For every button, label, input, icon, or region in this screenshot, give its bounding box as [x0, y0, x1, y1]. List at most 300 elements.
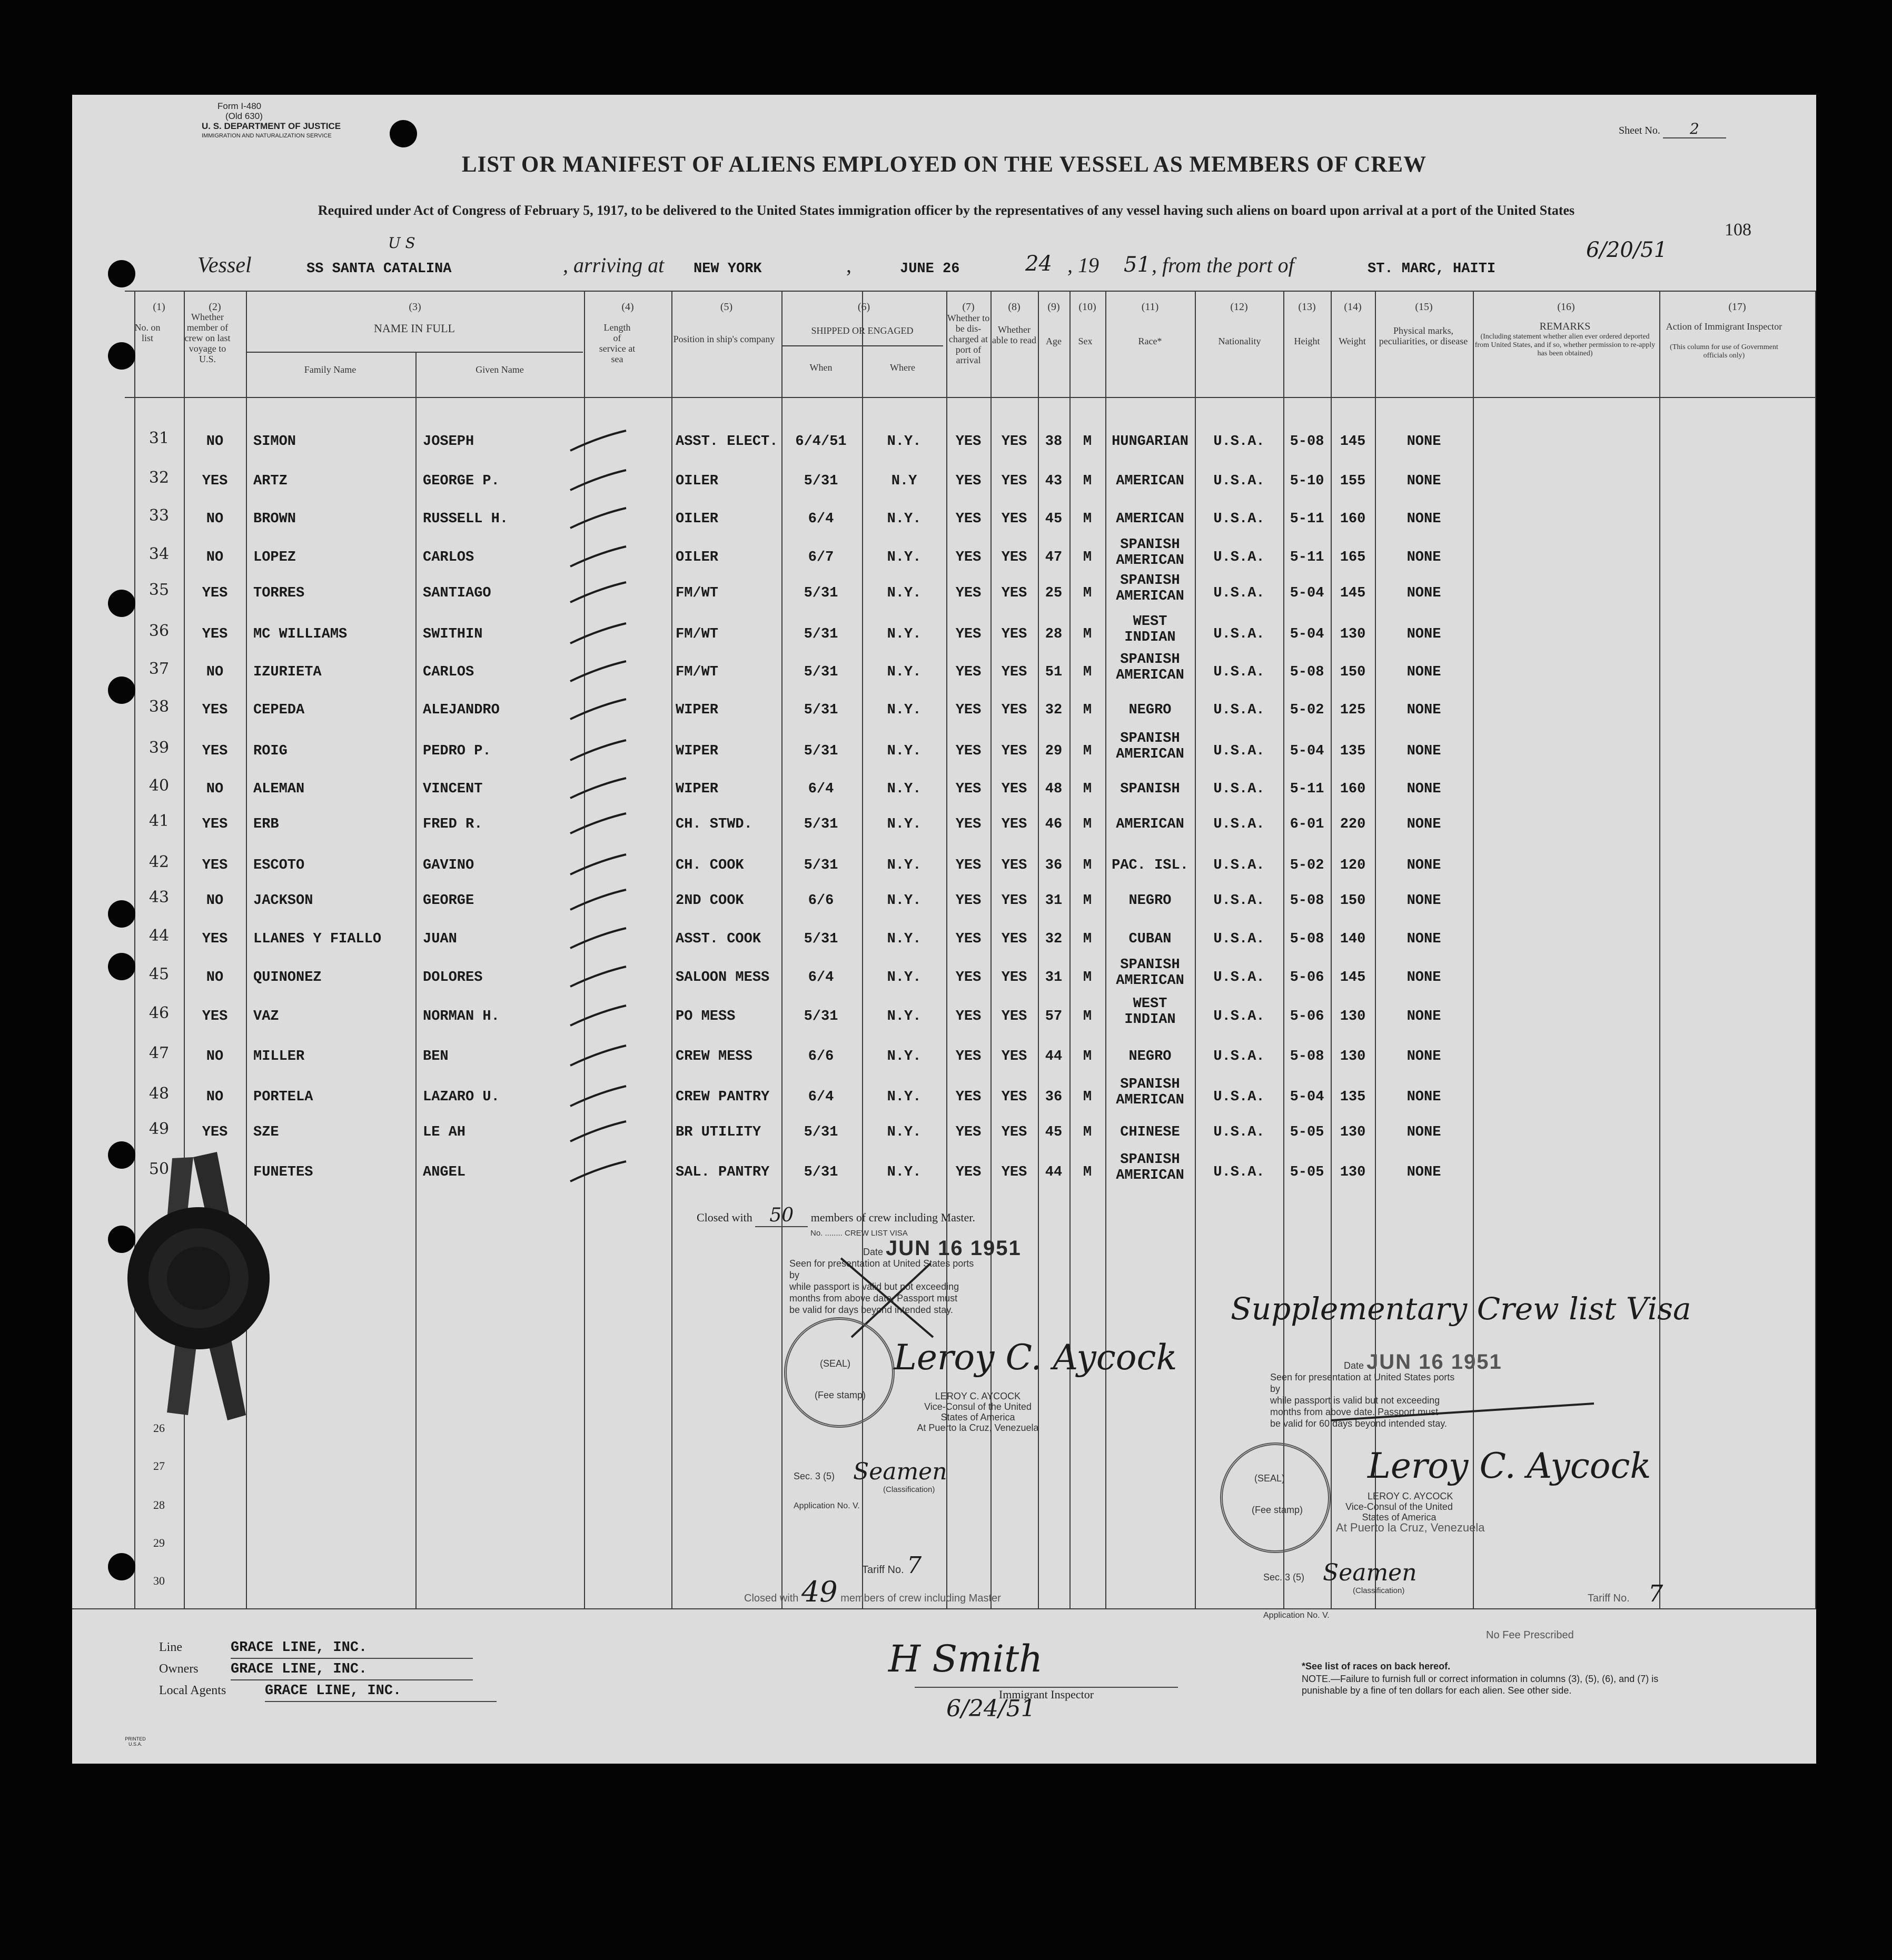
col-header-16: REMARKS: [1539, 321, 1591, 332]
visa2-line2: by: [1270, 1384, 1281, 1394]
seal-label-1: (SEAL): [820, 1358, 851, 1369]
visa2-line1: Seen for presentation at United States ports: [1270, 1372, 1455, 1382]
service-slash-mark: [567, 1042, 630, 1069]
col-header-14: Weight: [1339, 336, 1366, 346]
cell-no: 45: [148, 965, 170, 983]
binder-hole: [108, 1226, 135, 1253]
cell-nationality: U.S.A.: [1213, 893, 1265, 909]
cell-height: 5-04: [1290, 585, 1324, 601]
cell-read: YES: [1001, 511, 1027, 527]
col-header-family: Family Name: [304, 364, 356, 375]
cell-nationality: U.S.A.: [1213, 626, 1265, 642]
cell-nationality: U.S.A.: [1213, 970, 1265, 986]
application-no-2: Application No. V.: [1263, 1611, 1330, 1620]
cell-read: YES: [1001, 743, 1027, 759]
cell-no: 41: [148, 812, 170, 830]
cell-when: 5/31: [804, 931, 838, 947]
cell-family: TORRES: [253, 585, 305, 601]
cell-discharged: YES: [955, 743, 982, 759]
cell-where: N.Y.: [887, 626, 922, 642]
cell-marks: NONE: [1406, 1089, 1441, 1105]
cell-given: FRED R.: [423, 817, 483, 832]
consul-signature-2: Leroy C. Aycock: [1368, 1446, 1651, 1486]
cell-given: CARLOS: [423, 664, 474, 680]
cell-nationality: U.S.A.: [1213, 1009, 1265, 1024]
visa-date-label: Date: [863, 1247, 884, 1257]
cell-race: AMERICAN: [1116, 817, 1184, 832]
cell-weight: 145: [1340, 585, 1366, 601]
col-header-9: Age: [1046, 336, 1062, 346]
cell-discharged: YES: [955, 550, 982, 565]
cell-last: NO: [206, 1049, 224, 1064]
cell-position: CH. STWD.: [676, 817, 752, 832]
cell-position: OILER: [676, 473, 719, 489]
cell-discharged: YES: [955, 781, 982, 797]
cell-marks: NONE: [1406, 473, 1441, 489]
visa2-strike-mark: [1325, 1399, 1599, 1431]
cell-where: N.Y.: [887, 781, 922, 797]
col-header-10: Sex: [1078, 336, 1093, 346]
inspector-label: Immigrant Inspector: [915, 1687, 1178, 1702]
cell-where: N.Y.: [887, 1049, 922, 1064]
tariff-no-2: 7: [1648, 1580, 1663, 1607]
visa-line5: be valid for days beyond intended stay.: [789, 1305, 953, 1315]
service-slash-mark: [567, 1002, 630, 1029]
arrival-year: 51: [1124, 253, 1151, 277]
cell-age: 44: [1045, 1049, 1063, 1064]
cell-last: YES: [202, 473, 228, 489]
classification-2: Seamen: [1323, 1559, 1417, 1586]
cell-discharged: YES: [955, 1089, 982, 1105]
empty-row-number: 29: [153, 1536, 165, 1549]
cell-where: N.Y.: [887, 893, 922, 909]
cell-when: 5/31: [804, 626, 838, 642]
sheet-number: 2: [1663, 120, 1726, 138]
cell-race: SPANISH AMERICAN: [1116, 573, 1184, 604]
cell-weight: 130: [1340, 1165, 1366, 1180]
visa-line4: months from above date. Passport must: [789, 1293, 958, 1304]
cell-race: SPANISH AMERICAN: [1116, 1077, 1184, 1108]
cell-age: 36: [1045, 1089, 1063, 1105]
visa2-line3: while passport is valid but not exceeding: [1270, 1395, 1440, 1406]
cell-marks: NONE: [1406, 893, 1441, 909]
cell-read: YES: [1001, 1089, 1027, 1105]
closed2-label: Closed with: [744, 1593, 799, 1604]
cell-family: MILLER: [253, 1049, 305, 1064]
binder-hole: [108, 1141, 135, 1169]
cell-marks: NONE: [1406, 434, 1441, 450]
cell-when: 5/31: [804, 585, 838, 601]
cell-family: FUNETES: [253, 1165, 313, 1180]
cell-no: 39: [148, 739, 170, 757]
tariff-label-2: Tariff No.: [1588, 1593, 1630, 1604]
cell-discharged: YES: [955, 585, 982, 601]
cell-race: SPANISH AMERICAN: [1116, 537, 1184, 569]
cell-height: 5-08: [1290, 893, 1324, 909]
service-slash-mark: [567, 467, 630, 493]
cell-sex: M: [1083, 702, 1092, 718]
cell-discharged: YES: [955, 1125, 982, 1140]
cell-height: 5-11: [1290, 511, 1324, 527]
cell-age: 29: [1045, 743, 1063, 759]
cell-when: 5/31: [804, 743, 838, 759]
service-slash-mark: [567, 810, 630, 837]
cell-marks: NONE: [1406, 970, 1441, 986]
cell-last: YES: [202, 817, 228, 832]
fee-stamp-2: (Fee stamp): [1252, 1505, 1303, 1515]
cell-last: NO: [206, 1089, 224, 1105]
consul-title-1: Vice-Consul of the United States of America: [924, 1401, 1032, 1422]
cell-family: ROIG: [253, 743, 288, 759]
column-rule: [415, 352, 417, 1608]
column-number: (12): [1230, 301, 1248, 313]
cell-discharged: YES: [955, 664, 982, 680]
cell-height: 6-01: [1290, 817, 1324, 832]
cell-when: 5/31: [804, 1009, 838, 1024]
column-number: (16): [1557, 301, 1575, 313]
tariff-no-1: 7: [907, 1552, 922, 1579]
form-number: Form I-480: [217, 101, 262, 111]
cell-given: LE AH: [423, 1125, 466, 1140]
cell-position: FM/WT: [676, 585, 719, 601]
cell-age: 31: [1045, 970, 1063, 986]
cell-marks: NONE: [1406, 1125, 1441, 1140]
col-header-17-note: (This column for use of Government officials only): [1670, 343, 1778, 360]
cell-age: 25: [1045, 585, 1063, 601]
cell-marks: NONE: [1406, 781, 1441, 797]
service-slash-mark: [567, 543, 630, 570]
cell-given: NORMAN H.: [423, 1009, 500, 1024]
owners-name: GRACE LINE, INC.: [231, 1659, 473, 1680]
col-header-7: Whether to be dis-charged at port of arrival: [947, 313, 990, 365]
cell-no: 35: [148, 581, 170, 599]
cell-given: DOLORES: [423, 970, 483, 986]
cell-last: NO: [206, 781, 224, 797]
service-slash-mark: [567, 505, 630, 531]
closed-count: 50: [755, 1205, 808, 1227]
cell-weight: 140: [1340, 931, 1366, 947]
cell-height: 5-04: [1290, 626, 1324, 642]
cell-where: N.Y.: [887, 1089, 922, 1105]
consul-block-1: [915, 1391, 1041, 1433]
column-number: (6): [857, 301, 870, 313]
consul-title-2: Vice-Consul of the United States of America: [1345, 1501, 1453, 1523]
supplementary-visa-heading: Supplementary Crew list Visa: [1231, 1291, 1691, 1327]
cell-weight: 145: [1340, 434, 1366, 450]
cell-no: 33: [148, 506, 170, 525]
cell-given: ANGEL: [423, 1165, 466, 1180]
manifest-sheet: Form I-480 (Old 630) U. S. DEPARTMENT OF JUSTICE IMMIGRATION AND NATURALIZATION SERVICE Sheet No. 2 LIST OR MANIFEST OF ALIENS EMPLOYED ON THE VESSEL AS MEMBERS OF CREW Required under Act of Congress of February 5, 1917, to be delivered to the United States immigration officer by the representatives of any vessel having such aliens on board upon arrival at a port of the United States 108 Vessel U S SS SANTA CATALINA , arriving at NEW YORK , JUNE 26 24 , 19 51 , from the port of ST. MARC, HAITI 6/20/51 (1) (2) (3) (4) (5) (6) (7) (8) (9) (10) (11) (12) (13) (14) (15) (16) (17) No. on list Whether member of crew on last voyage to U.S. NAME IN FULL Family Name Given Name Length of service at sea Position in ship's company SHIPPED OR ENGAGED When Where Whether to be dis-charged at port of arrival Whether able to read Age Sex Race* Nationality Height Weight Physical marks, peculiarities, or disease REMARKS (Including statement whether alien ever ordered deported from United States, and if so, whether permission to re-apply has been obtained) Action of Immigrant Inspector (This column for use of Government officials only) 31 NO SIMON JOSEPH ASST. ELECT. 6/4/51 N.Y. YES YES 38 M HUNGARIAN U.S.A. 5-08 145 NONE 32 YES ARTZ GEORGE P. OILER 5/31 N.Y YES YES 43 M AMERICAN U.S.A. 5-10 155 NONE 33 NO BROWN RUSSELL H. OILER 6/4 N.Y. YES YES 45 M AMERICAN U.S.A. 5-11 160 NONE 34 NO LOPEZ CARLOS OILER 6/7 N.Y. YES YES 47 M SPANISH AMERICAN U.S.A. 5-11 165 NONE 35 YES TORRES SANTIAGO FM/WT 5/31 N.Y. YES YES 25 M SPANISH AMERICAN U.S.A. 5-04 145 NONE 36 YES MC WILLIAMS SWITHIN FM/WT 5/31 N.Y. YES YES 28 M WEST INDIAN U.S.A. 5-04 130 NONE 37 NO IZURIETA CARLOS FM/WT 5/31 N.Y. YES YES 51 M SPANISH AMERICAN U.S.A. 5-08 150 NONE 38 YES CEPEDA ALEJANDRO WIPER 5/31 N.Y. YES YES 32 M NEGRO U.S.A. 5-02 125 NONE 39 YES ROIG PEDRO P. WIPER 5/31 N.Y. YES YES 29 M SPANISH AMERICAN U.S.A. 5-04 135 NONE 40 NO ALEMAN VINCENT WIPER 6/4 N.Y. YES YES 48 M SPANISH U.S.A. 5-11 160 NONE 41 YES ERB FRED R. CH. STWD. 5/31 N.Y. YES YES 46 M AMERICAN U.S.A. 6-01 220 NONE 42 YES ESCOTO GAVINO CH. COOK 5/31 N.Y. YES YES 36 M PAC. ISL. U.S.A. 5-02 120 NONE 43 NO JACKSON GEORGE 2ND COOK 6/6 N.Y. YES YES 31 M NEGRO U.S.A. 5-08 150 NONE 44 YES LLANES Y FIALLO JUAN ASST. COOK 5/31 N.Y. YES YES 32 M CUBAN U.S.A. 5-08 140 NONE 45 NO QUINONEZ DOLORES SALOON MESS 6/4 N.Y. YES YES 31 M SPANISH AMERICAN U.S.A. 5-06 145 NONE 46 YES VAZ NORMAN H. PO MESS 5/31 N.Y. YES YES 57 M WEST INDIAN U.S.A. 5-06 130 NONE 47 NO MILLER BEN CREW MESS 6/6 N.Y. YES YES 44 M NEGRO U.S.A. 5-08 130 NONE 48 NO PORTELA LAZARO U. CREW PANTRY 6/4 N.Y. YES YES 36 M SPANISH AMERICAN U.S.A. 5-04 135 NONE 49 YES SZE LE AH BR UTILITY 5/31 N.Y. YES YES 45 M CHINESE U.S.A. 5-05 130 NONE 50 FUNETES ANGEL SAL. PANTRY 5/31 N.Y. YES YES 44 M SPANISH AMERICAN U.S.A. 5-05 130 NONE 26 27 28 29 30 Closed with 50 members of crew including Master. No. ........ CREW LIST VISA Date JUN 16 1951 Seen for presentation at United States ports by while passport is valid but not exceeding months from above date. Passport must be valid for days beyond intended stay. (SEAL) (Fee stamp) Leroy C. Aycock LEROY C. AYCOCK Vice-Consul of the United States of America At Puerto la Cruz, Venezuela Sec. 3 (5) Seamen (Classification) Application No. V. Tariff No. 7 Closed with 49 members of crew including Master Supplementary Crew list Visa Date JUN 16 1951 Seen for presentation at United States ports by while passport is valid but not exceeding months from above date. Passport must be valid for 60 days beyond intended stay. (SEAL) (Fee stamp) Leroy C. Aycock LEROY C. AYCOCK Vice-Consul of the United States of America At Puerto la Cruz, Venezuela Sec. 3 (5) Seamen (Classification) Application No. V. Tariff No. 7 No Fee Prescribed Line GRACE LINE, INC. Owners GRACE LINE, INC. Local Agents GRACE LINE, INC. H Smith Immigrant Inspector 6/24/51 *See list of races on back hereof. NOTE.—Failure to furnish full or correct information in columns (3), (5), (6), and (7) is punishable by a fine of ten dollars for each alien. See other side. PRINTED U.S.A.: [72, 95, 1816, 1764]
visa2-date-label: Date: [1344, 1360, 1364, 1371]
cell-height: 5-08: [1290, 434, 1324, 450]
application-no-1: Application No. V.: [794, 1501, 860, 1510]
column-number: (7): [962, 301, 975, 313]
service-slash-mark: [567, 696, 630, 722]
vessel-note: U S: [388, 234, 415, 252]
cell-family: MC WILLIAMS: [253, 626, 348, 642]
cell-discharged: YES: [955, 1009, 982, 1024]
closed-suffix: members of crew including Master.: [810, 1211, 975, 1224]
cell-nationality: U.S.A.: [1213, 511, 1265, 527]
cell-family: VAZ: [253, 1009, 279, 1024]
cell-family: PORTELA: [253, 1089, 313, 1105]
cell-nationality: U.S.A.: [1213, 473, 1265, 489]
cell-weight: 150: [1340, 893, 1366, 909]
cell-weight: 145: [1340, 970, 1366, 986]
col-header-2: Whether member of crew on last voyage to U.S.: [184, 312, 231, 364]
service-slash-mark: [567, 1083, 630, 1109]
cell-sex: M: [1083, 858, 1092, 873]
sec-line-2: [1263, 1559, 1417, 1595]
cell-height: 5-08: [1290, 931, 1324, 947]
cell-height: 5-02: [1290, 858, 1324, 873]
col-header-16-note: (Including statement whether alien ever ordered deported from United States, and if so, whether permission to re-apply has been obtained): [1474, 333, 1656, 357]
column-number: (5): [720, 301, 733, 313]
cell-age: 38: [1045, 434, 1063, 450]
cell-marks: NONE: [1406, 1165, 1441, 1180]
cell-given: GAVINO: [423, 858, 474, 873]
cell-weight: 160: [1340, 511, 1366, 527]
cell-race: SPANISH: [1120, 781, 1180, 797]
column-number: (9): [1047, 301, 1060, 313]
cell-where: N.Y.: [887, 585, 922, 601]
cell-when: 5/31: [804, 1125, 838, 1140]
departure-port: ST. MARC, HAITI: [1368, 261, 1496, 277]
service-slash-mark: [567, 963, 630, 990]
cell-where: N.Y.: [887, 1009, 922, 1024]
cell-read: YES: [1001, 970, 1027, 986]
closing-line-2: [744, 1575, 1001, 1608]
cell-family: IZURIETA: [253, 664, 322, 680]
cell-discharged: YES: [955, 931, 982, 947]
column-number: (3): [409, 301, 421, 313]
cell-sex: M: [1083, 585, 1092, 601]
cell-family: ERB: [253, 817, 279, 832]
cell-nationality: U.S.A.: [1213, 817, 1265, 832]
binder-hole: [108, 676, 135, 704]
cell-sex: M: [1083, 511, 1092, 527]
cell-position: PO MESS: [676, 1009, 736, 1024]
cell-age: 32: [1045, 702, 1063, 718]
cell-no: 47: [148, 1044, 170, 1062]
arriving-label: , arriving at: [563, 253, 665, 277]
classification-label-1: (Classification): [883, 1485, 935, 1494]
vessel-label: Vessel: [197, 253, 252, 277]
cell-family: QUINONEZ: [253, 970, 322, 986]
visa-line1: Seen for presentation at United States ports: [789, 1258, 974, 1269]
col-header-3: NAME IN FULL: [374, 322, 455, 335]
cell-age: 32: [1045, 931, 1063, 947]
year-prefix: , 19: [1067, 253, 1099, 277]
cell-height: 5-11: [1290, 781, 1324, 797]
visa2-line5: be valid for 60 days beyond intended stay.: [1270, 1418, 1447, 1429]
cell-race: SPANISH AMERICAN: [1116, 1152, 1184, 1183]
cell-last: NO: [206, 970, 224, 986]
arrival-date-correction: 24: [1025, 252, 1052, 276]
department: U. S. DEPARTMENT OF JUSTICE: [202, 121, 341, 131]
empty-row-number: 30: [153, 1574, 165, 1587]
cell-race: SPANISH AMERICAN: [1116, 957, 1184, 989]
cell-race: SPANISH AMERICAN: [1116, 731, 1184, 762]
col-header-13: Height: [1294, 336, 1320, 346]
closed2-suffix: members of crew including Master: [840, 1593, 1001, 1604]
cell-sex: M: [1083, 817, 1092, 832]
empty-row-number: 28: [153, 1498, 165, 1511]
closed-label: Closed with: [697, 1211, 752, 1224]
inspector-signature: H Smith: [888, 1637, 1043, 1680]
cell-position: CREW PANTRY: [676, 1089, 770, 1105]
cell-where: N.Y: [891, 473, 917, 489]
cell-given: VINCENT: [423, 781, 483, 797]
cell-given: PEDRO P.: [423, 743, 491, 759]
cell-nationality: U.S.A.: [1213, 702, 1265, 718]
cell-given: SWITHIN: [423, 626, 483, 642]
cell-nationality: U.S.A.: [1213, 585, 1265, 601]
cell-where: N.Y.: [887, 434, 922, 450]
cell-last: NO: [206, 550, 224, 565]
cell-weight: 165: [1340, 550, 1366, 565]
cell-when: 6/7: [808, 550, 834, 565]
cell-sex: M: [1083, 664, 1092, 680]
cell-where: N.Y.: [887, 702, 922, 718]
consul-name-2: LEROY C. AYCOCK: [1368, 1491, 1453, 1501]
cell-sex: M: [1083, 1125, 1092, 1140]
cell-position: SALOON MESS: [676, 970, 770, 986]
service-slash-mark: [567, 658, 630, 684]
cell-sex: M: [1083, 781, 1092, 797]
cell-family: LLANES Y FIALLO: [253, 931, 382, 947]
cell-where: N.Y.: [887, 550, 922, 565]
cell-read: YES: [1001, 1009, 1027, 1024]
cell-height: 5-02: [1290, 702, 1324, 718]
cell-sex: M: [1083, 550, 1092, 565]
cell-nationality: U.S.A.: [1213, 1165, 1265, 1180]
visa2-line4: months from above date. Passport must: [1270, 1407, 1439, 1417]
cell-no: 43: [148, 888, 170, 907]
cell-given: LAZARO U.: [423, 1089, 500, 1105]
sec-label-2: Sec. 3 (5): [1263, 1572, 1305, 1583]
cell-when: 5/31: [804, 817, 838, 832]
cell-position: 2ND COOK: [676, 893, 744, 909]
binder-hole: [108, 342, 135, 370]
cell-weight: 160: [1340, 781, 1366, 797]
cell-sex: M: [1083, 1089, 1092, 1105]
cell-weight: 150: [1340, 664, 1366, 680]
column-number: (11): [1141, 301, 1159, 313]
cell-position: BR UTILITY: [676, 1125, 761, 1140]
cell-where: N.Y.: [887, 817, 922, 832]
cell-no: 36: [148, 622, 170, 640]
form-id-block: [202, 101, 341, 141]
col-header-where: Where: [890, 362, 915, 373]
cell-given: BEN: [423, 1049, 449, 1064]
cell-age: 51: [1045, 664, 1063, 680]
cell-no: 48: [148, 1085, 170, 1103]
cell-weight: 135: [1340, 1089, 1366, 1105]
consul-location-2: At Puerto la Cruz, Venezuela: [1336, 1521, 1485, 1534]
cell-discharged: YES: [955, 434, 982, 450]
cell-family: JACKSON: [253, 893, 313, 909]
cell-marks: NONE: [1406, 664, 1441, 680]
cell-marks: NONE: [1406, 626, 1441, 642]
cell-weight: 130: [1340, 626, 1366, 642]
cell-marks: NONE: [1406, 1009, 1441, 1024]
seal-label-2: (SEAL): [1254, 1473, 1285, 1484]
cell-when: 6/4: [808, 781, 834, 797]
penalty-note: NOTE.—Failure to furnish full or correct information in columns (3), (5), (6), and (7) is punishable by a fine of ten dollars for each alien. See other side.: [1302, 1674, 1659, 1696]
service-slash-mark: [567, 925, 630, 951]
cell-height: 5-06: [1290, 1009, 1324, 1024]
cell-nationality: U.S.A.: [1213, 550, 1265, 565]
cell-sex: M: [1083, 743, 1092, 759]
cell-weight: 130: [1340, 1049, 1366, 1064]
cell-read: YES: [1001, 585, 1027, 601]
visa-line3: while passport is valid but not exceeding: [789, 1281, 959, 1292]
owners-label: Owners: [159, 1662, 199, 1676]
binder-hole: [108, 260, 135, 287]
cell-no: 42: [148, 853, 170, 871]
cell-position: WIPER: [676, 743, 719, 759]
cell-family: LOPEZ: [253, 550, 296, 565]
cell-weight: 120: [1340, 858, 1366, 873]
cell-when: 5/31: [804, 1165, 838, 1180]
cell-nationality: U.S.A.: [1213, 781, 1265, 797]
cell-sex: M: [1083, 1049, 1092, 1064]
cell-race: NEGRO: [1128, 1049, 1172, 1064]
cell-position: SAL. PANTRY: [676, 1165, 770, 1180]
cell-given: JOSEPH: [423, 434, 474, 450]
cell-family: SIMON: [253, 434, 296, 450]
cell-nationality: U.S.A.: [1213, 664, 1265, 680]
cell-marks: NONE: [1406, 585, 1441, 601]
cell-marks: NONE: [1406, 550, 1441, 565]
closing-line: [697, 1205, 975, 1227]
cell-no: 32: [148, 469, 170, 487]
service-slash-mark: [567, 737, 630, 763]
column-number: (2): [209, 301, 221, 313]
cell-age: 45: [1045, 511, 1063, 527]
printed-mark: PRINTED U.S.A.: [125, 1736, 146, 1747]
cell-age: 28: [1045, 626, 1063, 642]
cell-marks: NONE: [1406, 817, 1441, 832]
service-slash-mark: [567, 851, 630, 878]
agents-name: GRACE LINE, INC.: [265, 1681, 497, 1702]
column-rule: [1815, 291, 1816, 1608]
cell-sex: M: [1083, 1165, 1092, 1180]
cell-height: 5-05: [1290, 1165, 1324, 1180]
cell-given: ALEJANDRO: [423, 702, 500, 718]
cell-where: N.Y.: [887, 1165, 922, 1180]
cell-sex: M: [1083, 434, 1092, 450]
table-bottom-rule: [72, 1608, 1816, 1609]
cell-race: PAC. ISL.: [1112, 858, 1188, 873]
cell-family: BROWN: [253, 511, 296, 527]
column-number: (1): [153, 301, 165, 313]
cell-where: N.Y.: [887, 511, 922, 527]
sheet-number-field: [1619, 120, 1726, 138]
cell-no: 31: [148, 429, 170, 447]
column-number: (17): [1728, 301, 1746, 313]
cell-nationality: U.S.A.: [1213, 1049, 1265, 1064]
col-header-6: SHIPPED OR ENGAGED: [811, 325, 914, 336]
cell-marks: NONE: [1406, 931, 1441, 947]
cell-discharged: YES: [955, 1049, 982, 1064]
service-slash-mark: [567, 620, 630, 646]
cell-given: GEORGE: [423, 893, 474, 909]
cell-where: N.Y.: [887, 664, 922, 680]
cell-position: OILER: [676, 550, 719, 565]
cell-marks: NONE: [1406, 858, 1441, 873]
